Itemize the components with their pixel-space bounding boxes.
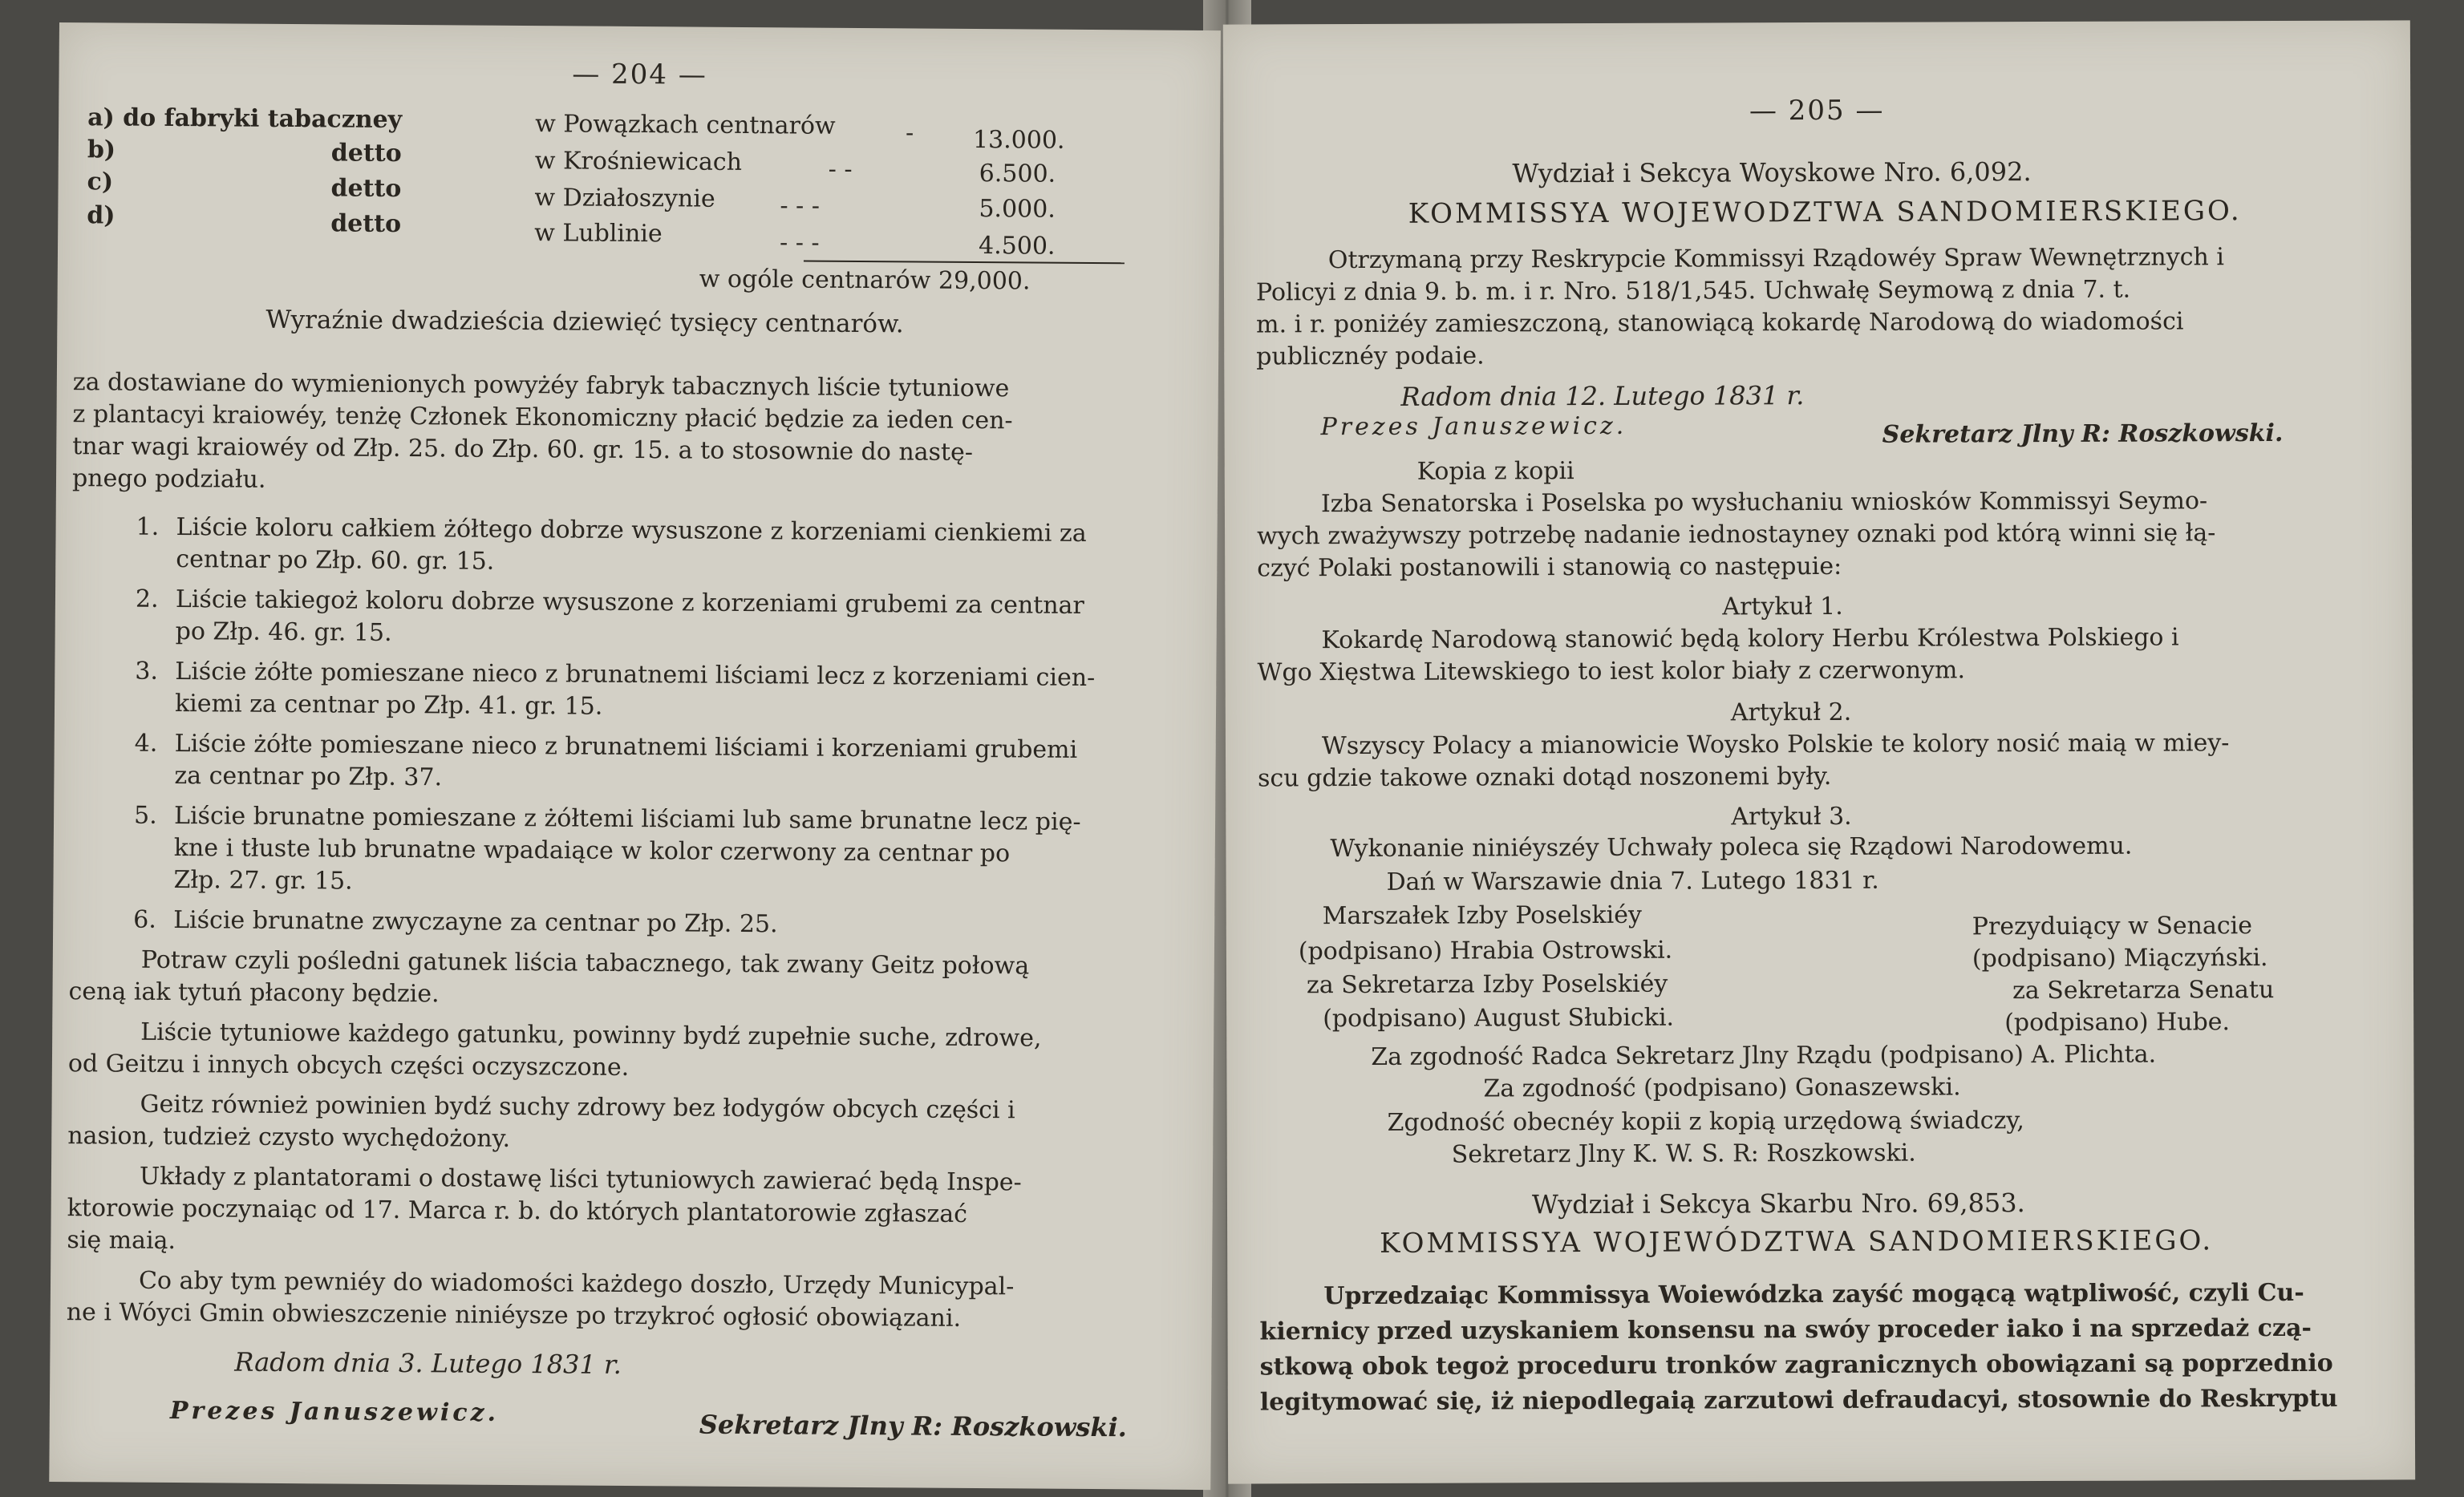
text-line: Potraw czyli pośledni gatunek liścia tabacznego, tak zwany Geitz połową (140, 945, 1030, 981)
grade-text: Liście brunatne zwyczayne za centnar po Złp. 25. (173, 906, 778, 939)
text-line: za dostawiane do wymienionych powyżéy fabryk tabacznych liście tytuniowe (72, 368, 1010, 403)
text-line: Za zgodność Radca Sekretarz Jlny Rządu (podpisano) A. Plichta. (1371, 1040, 2157, 1071)
text-line: Zgodność obecnéy kopii z kopią urzędową świadczy, (1387, 1107, 2024, 1137)
text-line: za Sekretarza Senatu (2012, 976, 2275, 1005)
text-line: Wykonanie niniéyszéy Uchwały poleca się Rządowi Narodowemu. (1330, 831, 2133, 864)
text-line: pnego podziału. (71, 464, 266, 494)
grade-number: 6. (133, 905, 156, 934)
text-line: nasion, tudzież czysto wychędożony. (67, 1122, 511, 1153)
secretary-signature: Sekretarz Jlny R: Roszkowski. (1882, 419, 2284, 449)
right-page (1223, 20, 2415, 1483)
text-line: Geitz również powinien bydź suchy zdrowy bez łodygów obcych części i (140, 1090, 1015, 1125)
item-label: c) (87, 168, 114, 196)
in-words-line: Wyraźnie dwadzieścia dziewięć tysięcy centnarów. (265, 305, 904, 339)
text-line: Liście tytuniowe każdego gatunku, powinny bydź zupełnie suche, zdrowe, (140, 1018, 1042, 1053)
text-line: (podpisano) Miączyński. (1972, 944, 2268, 973)
text-line: stkową obok tegoż proceduru tronków zagranicznych obowiązani są poprzednio (1259, 1349, 2333, 1382)
text-line: ceną iak tytuń płacony będzie. (68, 977, 440, 1009)
text-line: legitymować się, iż niepodlegaią zarzutowi defraudacyi, stosownie do Reskryptu (1259, 1384, 2338, 1417)
text-line: czyć Polaki postanowili i stanowią co następuie: (1257, 552, 1842, 583)
grade-text: Liście koloru całkiem żółtego dobrze wysuszone z korzeniami cienkiemi za (176, 513, 1087, 548)
text-line: z plantacyi kraiowéy, tenżę Członek Ekonomiczny płacić będzie za ieden cen- (72, 400, 1013, 435)
item-label: a) (87, 103, 115, 132)
item-name: do fabryki tabaczney (123, 103, 403, 134)
article-title: Artykuł 3. (1731, 802, 1852, 831)
grade-number: 3. (135, 657, 159, 686)
text-line: Uprzedzaiąc Kommissya Woiewódzka zayść mogącą wątpliwość, czyli Cu- (1323, 1278, 2304, 1311)
grade-text: Liście żółte pomieszane nieco z brunatnemi liściami i korzeniami grubemi (174, 730, 1078, 764)
text-line: za Sekretarza Izby Poselskiéy (1306, 969, 1668, 1000)
text-line: tnar wagi kraiowéy od Złp. 25. do Złp. 60. gr. 15. a to stosownie do nastę- (72, 432, 974, 467)
text-line: kiernicy przed uzyskaniem konsensu na swóy proceder iako i na sprzedaż czą- (1259, 1313, 2312, 1346)
item-place: w Działoszynie (534, 184, 715, 213)
grade-text: za centnar po Złp. 37. (174, 762, 443, 792)
text-line: wych zważywszy potrzebę nadanie iednostayney oznaki pod którą winni się łą- (1256, 519, 2216, 551)
text-line: scu gdzie takowe oznaki dotąd noszonemi były. (1258, 762, 1832, 793)
text-line: (podpisano) August Słubicki. (1323, 1003, 1675, 1034)
item-value: 13.000. (972, 125, 1065, 155)
text-line: (podpisano) Hrabia Ostrowski. (1298, 936, 1673, 966)
grade-number: 2. (135, 585, 159, 613)
done-line: Dań w Warszawie dnia 7. Lutego 1831 r. (1386, 866, 1879, 896)
item-dash: - - - (780, 192, 821, 221)
grade-text: centnar po Złp. 60. gr. 15. (176, 545, 495, 576)
grade-text: Liście takiegoż koloru dobrze wysuszone z korzeniami grubemi za centnar (175, 585, 1084, 620)
item-dash: - - (828, 155, 853, 184)
item-value: 4.500. (978, 232, 1056, 261)
item-name: detto (330, 174, 402, 203)
grade-text: kne i tłuste lub brunatne wpadaiące w kolor czerwony za centnar po (173, 834, 1011, 868)
item-value: 6.500. (979, 160, 1056, 188)
text-line: Układy z plantatorami o dostawę liści tytuniowych zawierać będą Inspe- (139, 1162, 1022, 1197)
total-line: w ogóle centnarów 29,000. (699, 265, 1031, 296)
grade-text: Liście brunatne pomieszane z żółtemi liściami lub same brunatne lecz pię- (173, 802, 1081, 836)
text-line: Co aby tym pewniéy do wiadomości każdego doszło, Urzędy Municypal- (138, 1266, 1015, 1301)
item-value: 5.000. (979, 195, 1056, 224)
grade-text: Złp. 27. gr. 15. (173, 866, 353, 896)
secretary-signature: Sekretarz Jlny R: Roszkowski. (699, 1409, 1127, 1443)
grade-text: kiemi za centnar po Złp. 41. gr. 15. (174, 690, 603, 721)
left-page (49, 22, 1221, 1490)
text-line: Marszałek Izby Poselskiéy (1322, 900, 1642, 931)
item-name: detto (330, 209, 402, 238)
item-place: w Powązkach centnarów (535, 110, 836, 140)
text-line: Wszyscy Polacy a mianowicie Woysko Polskie te kolory nosić maią w miey- (1321, 729, 2230, 761)
page-number: — 205 — (1749, 94, 1885, 127)
text-line: Prezyduiący w Senacie (1972, 912, 2253, 941)
department-line: Wydział i Sekcya Skarbu Nro. 69,853. (1531, 1187, 2025, 1220)
text-line: m. i r. poniżéy zamieszczoną, stanowiącą kokardę Narodową do wiadomości (1256, 307, 2184, 339)
copy-label: Kopia z kopii (1416, 457, 1574, 486)
text-line: się maią. (67, 1226, 176, 1256)
grade-text: po Złp. 46. gr. 15. (175, 617, 392, 647)
text-line: publicznéy podaie. (1256, 342, 1485, 371)
president-signature: Prezes Januszewicz. (1320, 411, 1627, 442)
item-place: w Krośniewicach (534, 147, 743, 176)
item-name: detto (330, 139, 402, 168)
text-line: Otrzymaną przy Reskrypcie Kommissyi Rządowéy Spraw Wewnętrznych i (1327, 243, 2224, 275)
text-line: Wgo Xięstwa Litewskiego to iest kolor biały z czerwonym. (1257, 656, 1966, 687)
text-line: Policyi z dnia 9. b. m. i r. Nro. 518/1,545. Uchwałę Seymową z dnia 7. t. (1255, 275, 2131, 307)
text-line: ne i Wóyci Gmin obwieszczenie niniéysze po trzykroć ogłosić obowiązani. (66, 1298, 962, 1333)
grade-number: 1. (136, 512, 160, 541)
grade-number: 5. (133, 801, 157, 830)
text-line: od Geitzu i innych obcych części oczyszczone. (67, 1050, 630, 1082)
text-line: Sekretarz Jlny K. W. S. R: Roszkowski. (1451, 1139, 1916, 1169)
grade-text: Liście żółte pomieszane nieco z brunatnemi liściami lecz z korzeniami cien- (175, 657, 1096, 693)
item-label: d) (87, 201, 116, 230)
date-line: Radom dnia 3. Lutego 1831 r. (234, 1346, 622, 1380)
department-line: Wydział i Sekcya Woyskowe Nro. 6,092. (1512, 156, 2032, 189)
article-title: Artykuł 2. (1730, 698, 1852, 727)
text-line: (podpisano) Hube. (2004, 1008, 2231, 1038)
text-line: Za zgodność (podpisano) Gonaszewski. (1483, 1073, 1961, 1103)
item-dash: - - - (779, 229, 820, 257)
total-rule (804, 260, 1125, 264)
date-line: Radom dnia 12. Lutego 1831 r. (1400, 380, 1805, 412)
commission-title: KOMMISSYA WOJEWODZTWA SANDOMIERSKIEGO. (1408, 195, 2242, 230)
president-signature: Prezes Januszewicz. (169, 1397, 500, 1427)
text-line: ktorowie poczynaiąc od 17. Marca r. b. do których plantatorowie zgłaszać (67, 1194, 968, 1228)
grade-number: 4. (134, 729, 158, 758)
item-dash: - (905, 119, 914, 148)
article-title: Artykuł 1. (1722, 592, 1843, 621)
commission-title: KOMMISSYA WOJEWÓDZTWA SANDOMIERSKIEGO. (1380, 1224, 2214, 1260)
item-place: w Lublinie (534, 219, 663, 249)
page-number: — 204 — (572, 58, 707, 91)
text-line: Kokardę Narodową stanowić będą kolory Herbu Królestwa Polskiego i (1321, 623, 2179, 655)
text-line: Izba Senatorska i Poselska po wysłuchaniu wniosków Kommissyi Seymo- (1320, 487, 2208, 519)
item-label: b) (87, 136, 116, 164)
